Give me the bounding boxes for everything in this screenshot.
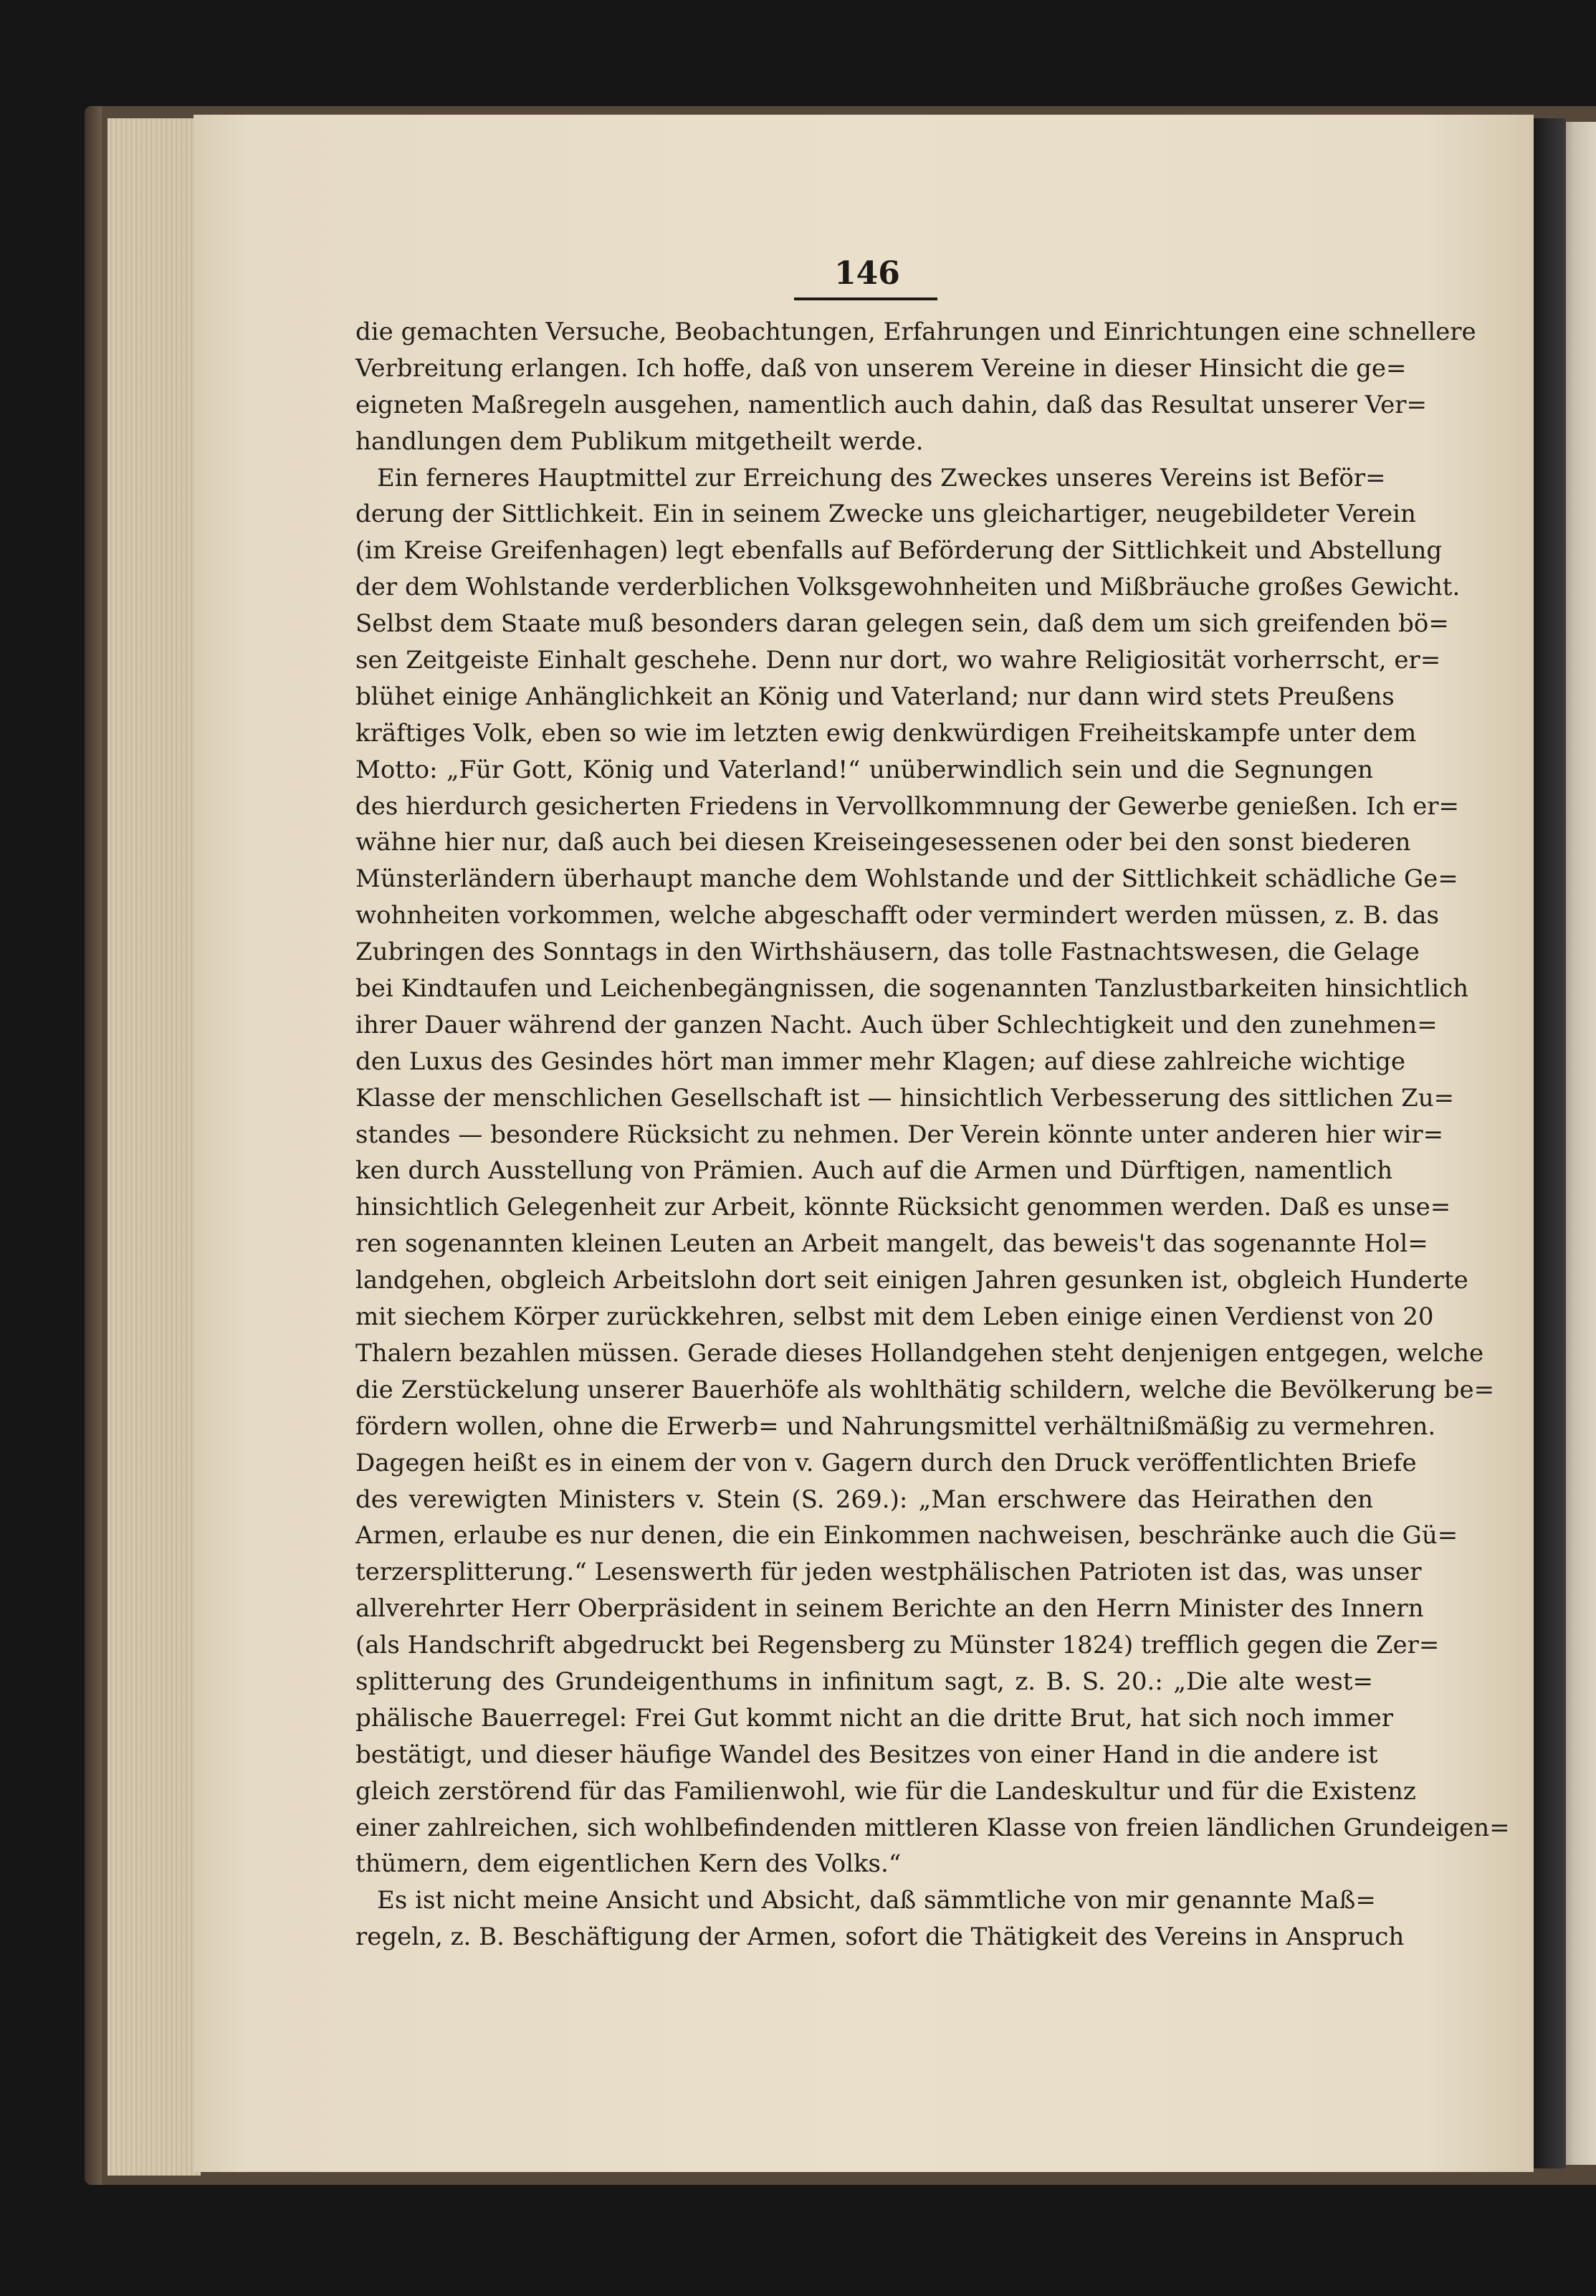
- text-line: die Zerstückelung unserer Bauerhöfe als wohlthätig schildern, welche die Bevölkerung be=: [355, 1375, 1495, 1404]
- text-line: ken durch Ausstellung von Prämien. Auch auf die Armen und Dürftigen, namentlich: [355, 1156, 1393, 1186]
- text-line: den Luxus des Gesindes hört man immer mehr Klagen; auf diese zahlreiche wichtige: [355, 1047, 1406, 1076]
- text-line: Selbst dem Staate muß besonders daran gelegen sein, daß dem um sich greifenden bö=: [355, 609, 1449, 639]
- text-line: ren sogenannten kleinen Leuten an Arbeit mangelt, das beweis't das sogenannte Hol=: [355, 1229, 1428, 1259]
- text-line: kräftiges Volk, eben so wie im letzten ewig denkwürdigen Freiheitskampfe unter dem: [355, 718, 1417, 748]
- text-line: ihrer Dauer während der ganzen Nacht. Auch über Schlechtigkeit und den zunehmen=: [355, 1010, 1438, 1039]
- text-line: eigneten Maßregeln ausgehen, namentlich auch dahin, daß das Resultat unserer Ver=: [355, 390, 1428, 419]
- text-line: hinsichtlich Gelegenheit zur Arbeit, könnte Rücksicht genommen werden. Daß es unse=: [355, 1193, 1451, 1222]
- text-line: Dagegen heißt es in einem der von v. Gagern durch den Druck veröffentlichten Briefe: [355, 1448, 1417, 1477]
- text-line: Zubringen des Sonntags in den Wirthshäusern, das tolle Fastnachtswesen, die Gelage: [355, 938, 1420, 967]
- text-line: wähne hier nur, daß auch bei diesen Kreiseingesessenen oder bei den sonst biederen: [355, 828, 1411, 857]
- text-line: des hierdurch gesicherten Friedens in Vervollkommnung der Gewerbe genießen. Ich er=: [355, 791, 1460, 821]
- body-text: [355, 314, 1510, 1956]
- text-line: Motto: „Für Gott, König und Vaterland!“ unüberwindlich sein und die Segnungen: [355, 755, 1373, 784]
- page-number-rule: [794, 297, 937, 300]
- text-line: fördern wollen, ohne die Erwerb= und Nahrungsmittel verhältnißmäßig zu vermehren.: [355, 1411, 1436, 1441]
- text-line: derung der Sittlichkeit. Ein in seinem Zwecke uns gleichartiger, neugebildeter Verein: [355, 500, 1416, 529]
- text-line: landgehen, obgleich Arbeitslohn dort seit einigen Jahren gesunken ist, obgleich Hunderte: [355, 1266, 1468, 1295]
- book-cover-edge: [85, 106, 102, 2185]
- text-line: der dem Wohlstande verderblichen Volksgewohnheiten und Mißbräuche großes Gewicht.: [355, 573, 1461, 602]
- text-line: terzersplitterung.“ Lesenswerth für jeden westphälischen Patrioten ist das, was unser: [355, 1558, 1422, 1587]
- text-line: standes — besondere Rücksicht zu nehmen. Der Verein könnte unter anderen hier wir=: [355, 1120, 1444, 1149]
- text-line: gleich zerstörend für das Familienwohl, wie für die Landeskultur und für die Existenz: [355, 1776, 1416, 1806]
- text-line: blühet einige Anhänglichkeit an König und Vaterland; nur dann wird stets Preußens: [355, 682, 1395, 711]
- text-line: Thalern bezahlen müssen. Gerade dieses Hollandgehen steht denjenigen entgegen, welche: [355, 1338, 1484, 1368]
- text-line: phälische Bauerregel: Frei Gut kommt nicht an die dritte Brut, hat sich noch immer: [355, 1703, 1393, 1733]
- text-line: splitterung des Grundeigenthums in infinitum sagt, z. B. S. 20.: „Die alte west=: [355, 1667, 1373, 1696]
- text-line: Verbreitung erlangen. Ich hoffe, daß von unserem Vereine in dieser Hinsicht die ge=: [355, 353, 1407, 383]
- text-line: sen Zeitgeiste Einhalt geschehe. Denn nur dort, wo wahre Religiosität vorherrscht, er=: [355, 646, 1441, 675]
- text-line: wohnheiten vorkommen, welche abgeschafft oder vermindert werden müssen, z. B. das: [355, 901, 1440, 930]
- text-line: Münsterländern überhaupt manche dem Wohlstande und der Sittlichkeit schädliche Ge=: [355, 864, 1458, 894]
- text-line: handlungen dem Publikum mitgetheilt werde.: [355, 427, 924, 456]
- text-line: des verewigten Ministers v. Stein (S. 269.): „Man erschwere das Heirathen den: [355, 1485, 1373, 1514]
- text-line: mit siechem Körper zurückkehren, selbst mit dem Leben einige einen Verdienst von 20: [355, 1302, 1434, 1332]
- text-line: einer zahlreichen, sich wohlbefindenden mittleren Klasse von freien ländlichen Grundeigen=: [355, 1813, 1510, 1842]
- text-line: bestätigt, und dieser häufige Wandel des Besitzes von einer Hand in die andere ist: [355, 1740, 1378, 1769]
- page-number: 146: [834, 255, 900, 292]
- text-line: Es ist nicht meine Ansicht und Absicht, daß sämmtliche von mir genannte Maß=: [377, 1886, 1376, 1915]
- text-line: (im Kreise Greifenhagen) legt ebenfalls auf Beförderung der Sittlichkeit und Abstellung: [355, 536, 1443, 566]
- page-edges: [107, 118, 201, 2176]
- text-line: Armen, erlaube es nur denen, die ein Einkommen nachweisen, beschränke auch die Gü=: [355, 1521, 1458, 1550]
- text-line: Ein ferneres Hauptmittel zur Erreichung des Zweckes unseres Vereins ist Beför=: [377, 463, 1386, 492]
- text-line: bei Kindtaufen und Leichenbegängnissen, die sogenannten Tanzlustbarkeiten hinsichtlich: [355, 974, 1469, 1004]
- text-line: die gemachten Versuche, Beobachtungen, Erfahrungen und Einrichtungen eine schnellere: [355, 318, 1476, 346]
- text-line: thümern, dem eigentlichen Kern des Volks.“: [355, 1849, 902, 1879]
- text-line: Klasse der menschlichen Gesellschaft ist — hinsichtlich Verbesserung des sittlichen Zu=: [355, 1083, 1455, 1113]
- text-line: allverehrter Herr Oberpräsident in seinem Berichte an den Herrn Minister des Innern: [355, 1594, 1424, 1624]
- text-line: regeln, z. B. Beschäftigung der Armen, sofort die Thätigkeit des Vereins in Anspruch: [355, 1923, 1405, 1952]
- text-line: (als Handschrift abgedruckt bei Regensberg zu Münster 1824) trefflich gegen die Zer=: [355, 1631, 1440, 1660]
- book-gutter: [1534, 118, 1566, 2168]
